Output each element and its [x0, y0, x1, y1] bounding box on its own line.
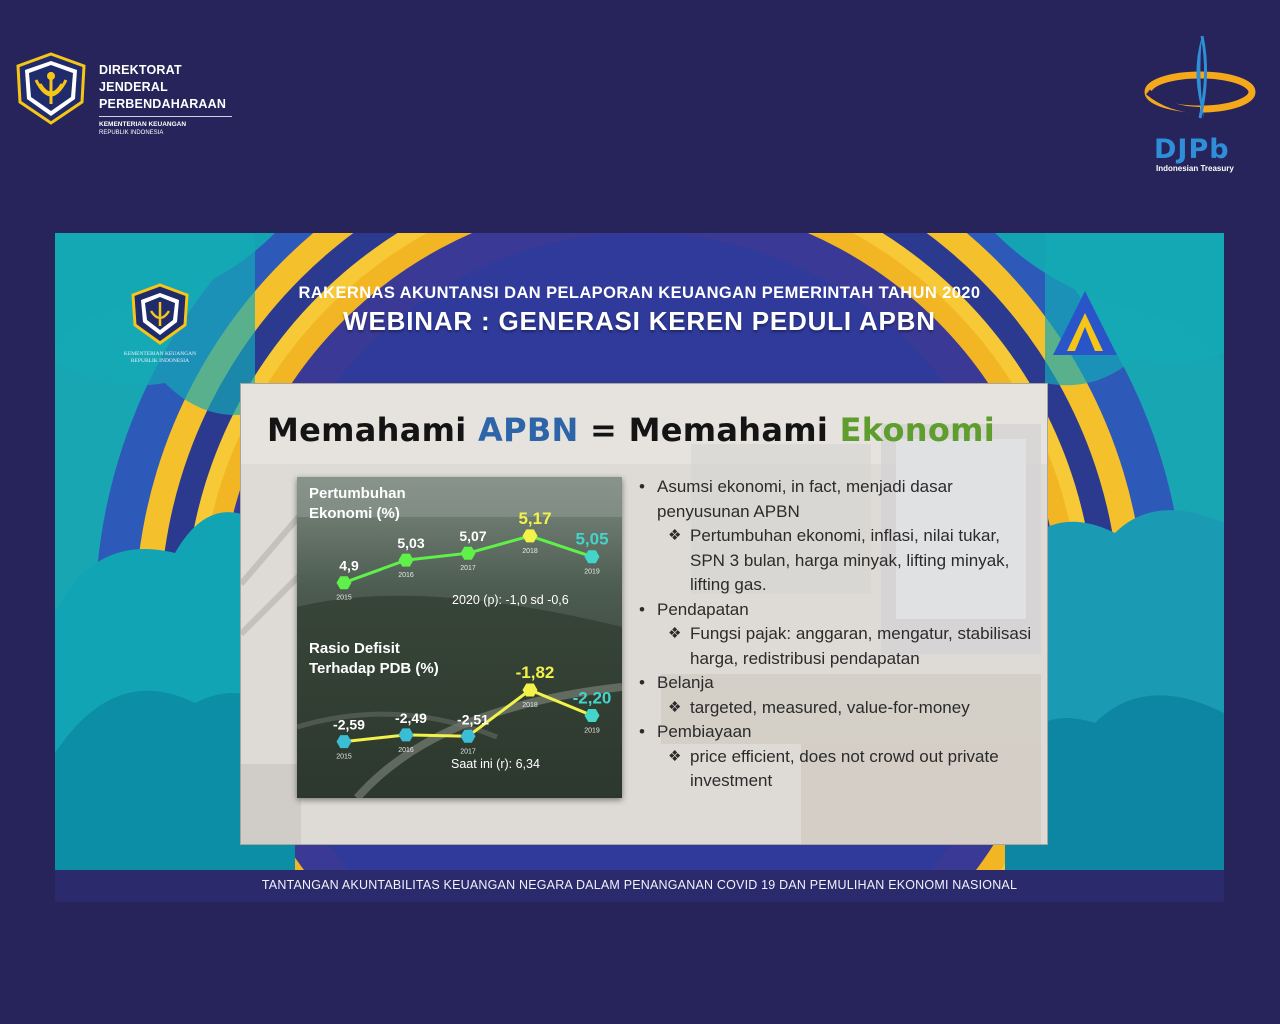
sub-bullet-item: ❖ Pertumbuhan ekonomi, inflasi, nilai tukar, SPN 3 bulan, harga minyak, lifting minyak, lifting gas. — [636, 524, 1036, 598]
chart1-data-label: -2,20 — [572, 688, 612, 708]
growth-chart-title-line2: Ekonomi (%) — [309, 505, 400, 522]
bullet-item: • Pembiayaan — [636, 720, 1036, 745]
slide-title-part3: = Memahami — [578, 411, 840, 449]
chart0-data-label: 5,07 — [459, 528, 487, 545]
webinar-footer-text: TANTANGAN AKUNTABILITAS KEUANGAN NEGARA DALAM PENANGANAN COVID 19 DAN PEMULIHAN EKONOMI NASIONAL — [261, 878, 1018, 892]
chart0-data-label: 5,03 — [397, 535, 425, 552]
deficit-chart-title-line2: Terhadap PDB (%) — [309, 660, 439, 677]
djpb-logo-sub: Indonesian Treasury — [1156, 164, 1234, 173]
sub-bullet-item: ❖ price efficient, does not crowd out private investment — [636, 745, 1036, 794]
org-name-line1: DIREKTORAT JENDERAL — [99, 63, 182, 94]
bullet-item: • Belanja — [636, 671, 1036, 696]
bullet-item: • Asumsi ekonomi, in fact, menjadi dasar penyusunan APBN — [636, 475, 1036, 524]
slide-title-apbn: APBN — [478, 411, 579, 449]
chart0-data-label: 4,9 — [339, 557, 359, 574]
growth-chart-title-line1: Pertumbuhan — [309, 485, 406, 502]
org-name-line2: PERBENDAHARAAN — [99, 97, 227, 111]
chart1-tick-label: 2019 — [584, 727, 600, 735]
kemenkeu-caption-line2: REPUBLIK INDONESIA — [130, 358, 190, 364]
bullet-item: • Pendapatan — [636, 598, 1036, 623]
chart1-data-label: -2,59 — [333, 716, 365, 733]
slide-title-ekonomi: Ekonomi — [839, 411, 996, 449]
sub-bullet-item: ❖ targeted, measured, value-for-money — [636, 696, 1036, 721]
chart1-tick-label: 2017 — [460, 748, 476, 756]
deficit-chart-title — [309, 639, 439, 679]
chart1-data-label: -2,49 — [395, 709, 427, 726]
kemenkeu-caption — [115, 351, 205, 365]
chart0-tick-label: 2016 — [398, 572, 414, 580]
djpb-brand — [1140, 34, 1264, 174]
chart0-data-label: 5,05 — [575, 529, 609, 549]
chart-panel — [297, 477, 622, 798]
webinar-subtitle: RAKERNAS AKUNTANSI DAN PELAPORAN KEUANGAN PEMERINTAH TAHUN 2020 — [298, 284, 981, 302]
chart1-tick-label: 2015 — [336, 753, 352, 761]
webinar-title: WEBINAR : GENERASI KEREN PEDULI APBN — [343, 306, 936, 336]
djpb-swoosh-icon — [1140, 34, 1264, 134]
ministry-name-line1: KEMENTERIAN KEUANGAN — [99, 121, 187, 128]
chart0-tick-label: 2019 — [584, 568, 600, 576]
kemenkeu-caption-line1: KEMENTERIAN KEUANGAN — [123, 351, 197, 357]
chart0-data-label: 5,17 — [518, 508, 552, 528]
chart-svg — [297, 477, 622, 798]
brand-divider — [99, 116, 232, 117]
video-frame — [55, 233, 1224, 902]
slide-title — [267, 411, 995, 449]
chart0-tick-label: 2018 — [522, 547, 538, 555]
slide-bullet-list — [636, 475, 1036, 794]
djpb-logo-name: DJPb — [1154, 134, 1230, 165]
ministry-name-line2: REPUBLIK INDONESIA — [99, 130, 164, 136]
webinar-footer-bar — [55, 870, 1224, 902]
chart1-data-label: -1,82 — [515, 663, 555, 683]
growth-chart-note: 2020 (p): -1,0 sd -0,6 — [452, 593, 569, 607]
chart1-tick-label: 2018 — [522, 702, 538, 710]
chart0-tick-label: 2015 — [336, 594, 352, 602]
growth-chart-title — [309, 484, 406, 524]
kemenkeu-emblem-icon — [14, 52, 88, 126]
sub-bullet-item: ❖ Fungsi pajak: anggaran, mengatur, stabilisasi harga, redistribusi pendapatan — [636, 622, 1036, 671]
deficit-chart-note: Saat ini (r): 6,34 — [451, 757, 540, 771]
chart1-data-label: -2,51 — [457, 711, 489, 728]
deficit-chart-title-line1: Rasio Defisit — [309, 640, 400, 657]
chart1-tick-label: 2016 — [398, 746, 414, 754]
chart0-tick-label: 2017 — [460, 565, 476, 573]
presentation-slide — [240, 383, 1048, 845]
slide-title-part1: Memahami — [267, 411, 479, 449]
kemenkeu-brand — [14, 52, 254, 136]
